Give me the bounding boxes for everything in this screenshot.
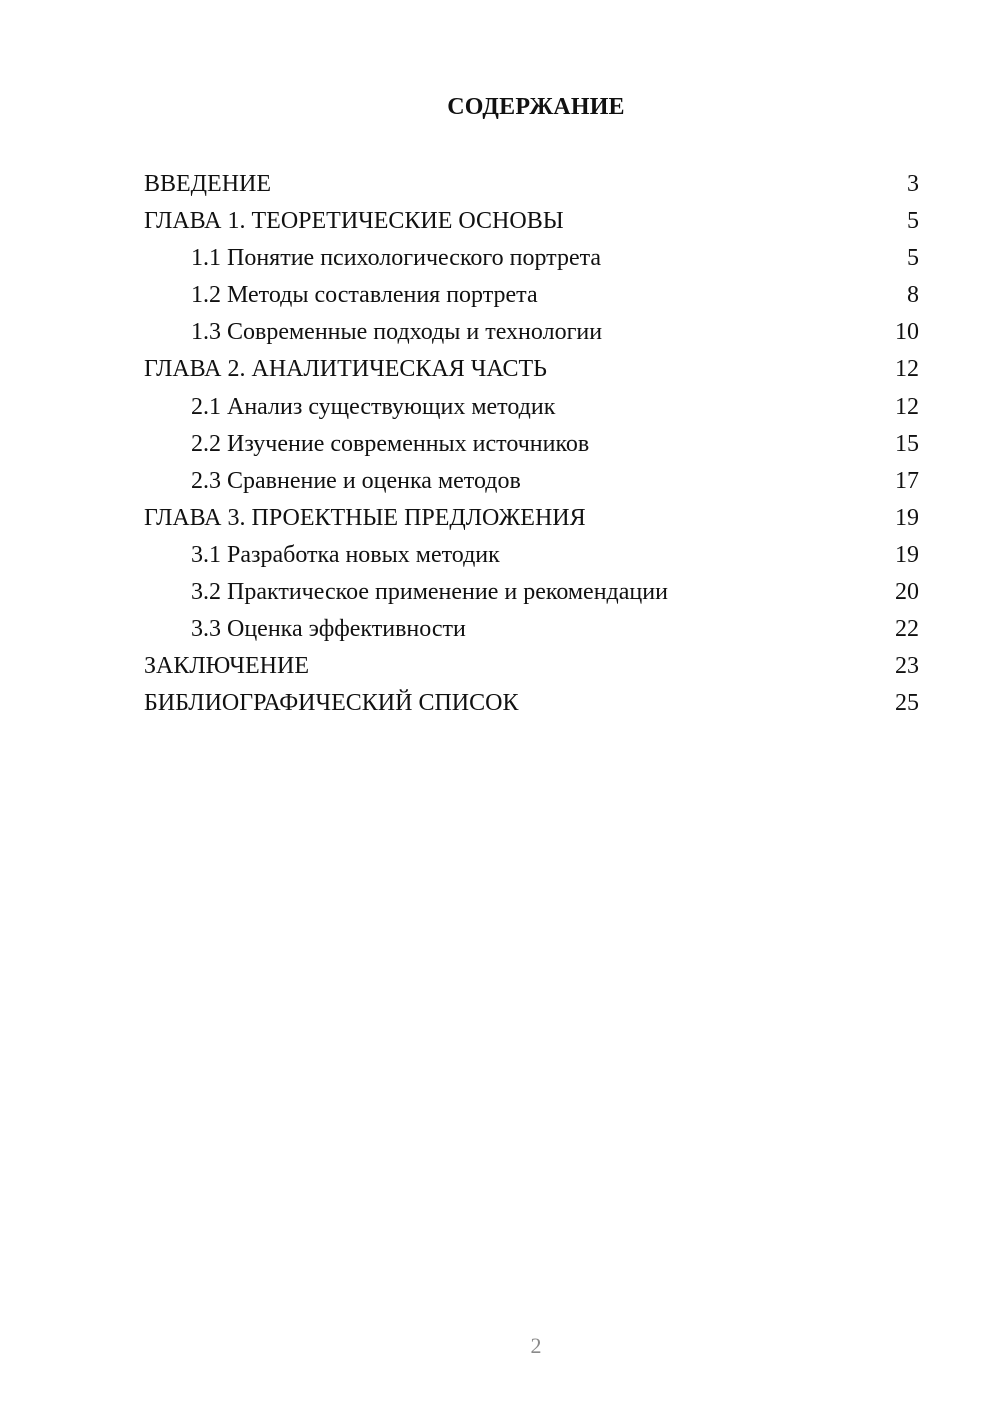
toc-entry-page: 22: [895, 616, 919, 643]
toc-entry-label: ЗАКЛЮЧЕНИЕ: [144, 653, 309, 680]
toc-entry-page: 19: [895, 541, 919, 568]
toc-entry-page: 12: [895, 356, 919, 383]
toc-entry-label: ГЛАВА 1. ТЕОРЕТИЧЕСКИЕ ОСНОВЫ: [144, 208, 564, 235]
toc-entry-page: 8: [907, 282, 919, 309]
toc-entry: [144, 314, 919, 351]
toc-entry-label: 1.2 Методы составления портрета: [191, 282, 538, 309]
toc-entry-label: ГЛАВА 3. ПРОЕКТНЫЕ ПРЕДЛОЖЕНИЯ: [144, 504, 586, 531]
toc-entry-page: 20: [895, 579, 919, 606]
page-title: СОДЕРЖАНИЕ: [447, 94, 625, 120]
toc-entry-label: 3.1 Разработка новых методик: [191, 541, 500, 568]
toc-entry: [144, 648, 919, 685]
toc-entry-label: 1.1 Понятие психологического портрета: [191, 245, 602, 272]
toc-entry-page: 10: [895, 319, 919, 346]
toc-entry-page: 17: [895, 467, 919, 494]
toc-entry-label: 2.2 Изучение современных источников: [191, 430, 590, 457]
toc-entry-label: 2.1 Анализ существующих методик: [191, 393, 556, 420]
toc-entry: [144, 685, 919, 722]
toc-entry: [144, 500, 919, 537]
toc-entry-page: 5: [907, 208, 919, 235]
toc-entry: [144, 203, 919, 240]
toc-entry: [144, 166, 919, 203]
toc-entry: [144, 426, 919, 463]
toc-entry-label: 2.3 Сравнение и оценка методов: [191, 467, 521, 494]
toc-entry-label: БИБЛИОГРАФИЧЕСКИЙ СПИСОК: [144, 690, 519, 717]
toc-entry: [144, 463, 919, 500]
toc-entry-label: 3.3 Оценка эффективности: [191, 616, 466, 643]
toc-entry-label: ВВЕДЕНИЕ: [144, 171, 272, 197]
toc-entry: [144, 351, 919, 388]
toc-entry: [144, 240, 919, 277]
toc-entry-page: 12: [895, 393, 919, 420]
toc-entry-page: 19: [895, 504, 919, 531]
toc-entry: [144, 277, 919, 314]
toc-entry-page: 23: [895, 653, 919, 680]
toc-entry-page: 25: [895, 690, 919, 717]
toc-entry: [144, 389, 919, 426]
toc-entry-label: 3.2 Практическое применение и рекомендации: [191, 579, 668, 606]
toc-entry-page: 15: [895, 430, 919, 457]
toc-entry-label: 1.3 Современные подходы и технологии: [191, 319, 603, 346]
table-of-contents: [144, 166, 919, 722]
toc-entry: [144, 537, 919, 574]
toc-entry-page: 3: [907, 171, 919, 197]
toc-entry-label: ГЛАВА 2. АНАЛИТИЧЕСКАЯ ЧАСТЬ: [144, 356, 547, 383]
page-number: 2: [530, 1333, 542, 1358]
toc-entry: [144, 574, 919, 611]
toc-entry-page: 5: [907, 245, 919, 272]
toc-entry: [144, 611, 919, 648]
